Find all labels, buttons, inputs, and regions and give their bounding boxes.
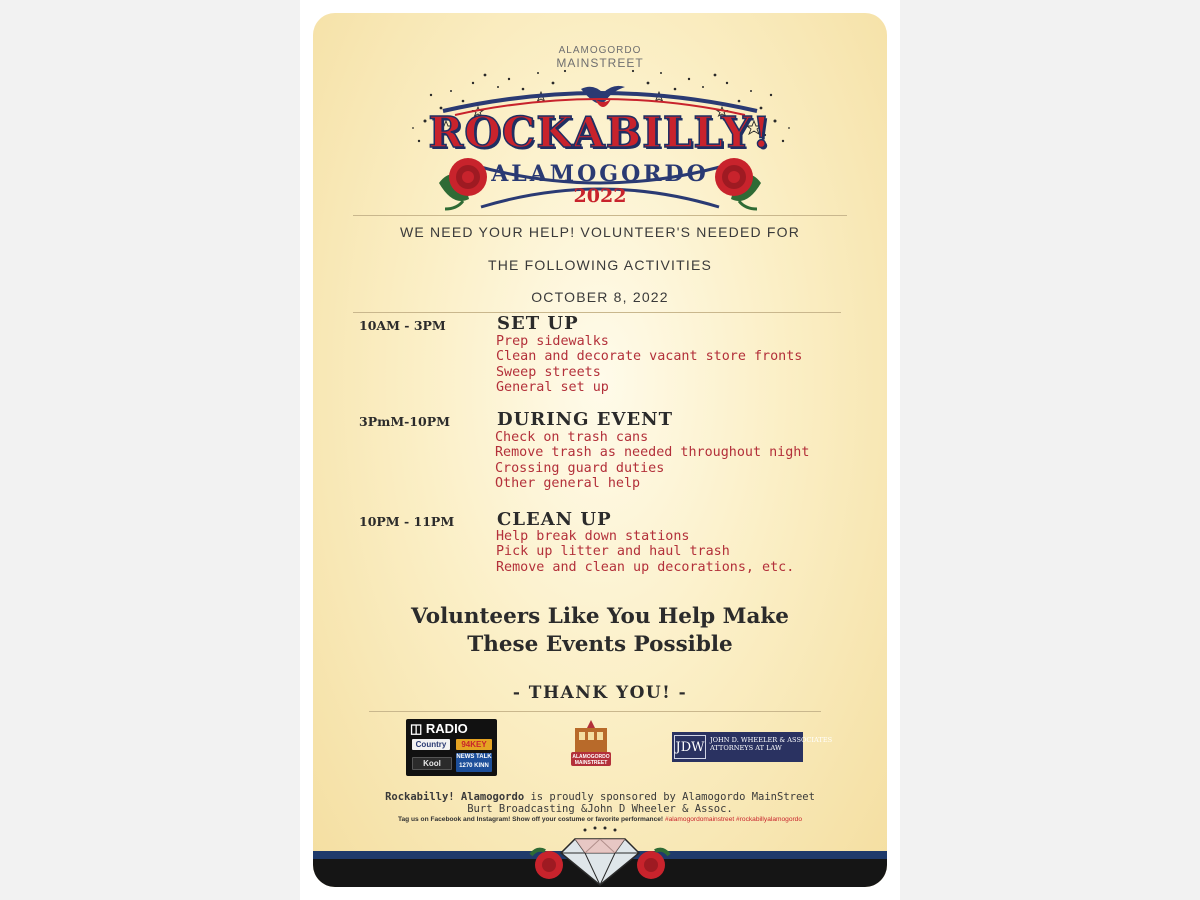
org-line1: ALAMOGORDO — [558, 45, 642, 56]
thank-you: - THANK YOU! - — [512, 683, 688, 703]
shift-time: 3PmM-10PM — [359, 414, 450, 429]
closing-line2: These Events Possible — [467, 632, 733, 657]
jdw-subtitle: ATTORNEYS AT LAW — [710, 744, 782, 752]
mainstreet-logo-line2: MAINSTREET — [574, 760, 608, 766]
mainstreet-wordmark — [313, 45, 887, 69]
list-item: Remove and clean up decorations, etc. — [496, 559, 795, 575]
task-list — [496, 529, 794, 575]
event-date: OCTOBER 8, 2022 — [531, 289, 669, 305]
radio-news-line1: NEWS TALK — [456, 754, 492, 760]
shift-time: 10PM - 11PM — [359, 514, 455, 529]
list-item: Remove trash as needed throughout night — [495, 445, 810, 461]
mainstreet-building-logo — [569, 718, 613, 774]
radio-key: 94KEY — [456, 739, 492, 750]
list-item: Sweep streets — [496, 364, 601, 380]
rose-icon — [531, 850, 563, 879]
sponsor-line2: Burt Broadcasting &John D Wheeler & Assoc. — [467, 803, 733, 815]
swallow-icon — [581, 86, 625, 107]
event-title: ROCKABILLY! — [428, 108, 772, 157]
sponsor-line1 — [313, 791, 887, 803]
diamond-emblem — [523, 825, 677, 887]
rose-icon — [637, 850, 669, 879]
event-city: ALAMOGORDO — [491, 161, 709, 187]
tag-text: Tag us on Facebook and Instagram! Show off your costume or favorite performance! — [397, 816, 665, 823]
list-item: Prep sidewalks — [496, 334, 609, 349]
org-line2: MAINSTREET — [556, 56, 644, 70]
radio-news-line2: 1270 KINN — [459, 763, 489, 769]
shift-title: DURING EVENT — [497, 409, 674, 430]
shift-time: 10AM - 3PM — [359, 318, 446, 333]
task-list — [495, 430, 809, 492]
jdw-monogram: JDW — [674, 735, 706, 759]
sponsor-text: is proudly sponsored by Alamogordo MainStreet — [524, 791, 815, 803]
divider — [353, 312, 841, 313]
list-item: Clean and decorate vacant store fronts — [496, 349, 803, 365]
intro-line1: WE NEED YOUR HELP! VOLUNTEER'S NEEDED FOR — [399, 224, 801, 240]
diamond-icon — [561, 839, 639, 885]
divider — [353, 215, 847, 216]
list-item: Pick up litter and haul trash — [496, 544, 730, 560]
closing-line1: Volunteers Like You Help Make — [411, 604, 789, 629]
jdw-name: JOHN D. WHEELER & ASSOCIATES — [710, 736, 833, 744]
jdw-firm-name — [710, 736, 832, 752]
shift-title: CLEAN UP — [497, 509, 612, 530]
task-list — [496, 334, 802, 396]
list-item: Other general help — [495, 476, 641, 492]
closing-message — [313, 603, 887, 659]
divider — [369, 711, 821, 712]
burt-radio-logo — [406, 719, 497, 776]
radio-title: ◫ RADIO — [410, 721, 468, 736]
hashtags: #alamogordomainstreet #rockabillyalamogordo — [664, 816, 803, 823]
jdw-law-logo — [672, 732, 833, 762]
radio-country: Country — [412, 739, 450, 750]
shift-title: SET UP — [497, 313, 579, 334]
social-tag-line — [313, 816, 887, 823]
list-item: General set up — [496, 380, 609, 396]
list-item: Crossing guard duties — [495, 460, 665, 476]
radio-news — [456, 753, 492, 772]
list-item: Check on trash cans — [495, 430, 649, 445]
event-year: 2022 — [573, 185, 627, 207]
list-item: Help break down stations — [496, 529, 690, 544]
sponsor-statement — [313, 791, 887, 815]
mainstreet-logo-line1: ALAMOGORDO — [572, 754, 610, 760]
radio-kool: Kool — [412, 757, 452, 770]
intro-line2: THE FOLLOWING ACTIVITIES — [487, 257, 713, 273]
volunteer-poster — [313, 13, 887, 887]
sponsor-event-name: Rockabilly! Alamogordo — [385, 791, 525, 803]
